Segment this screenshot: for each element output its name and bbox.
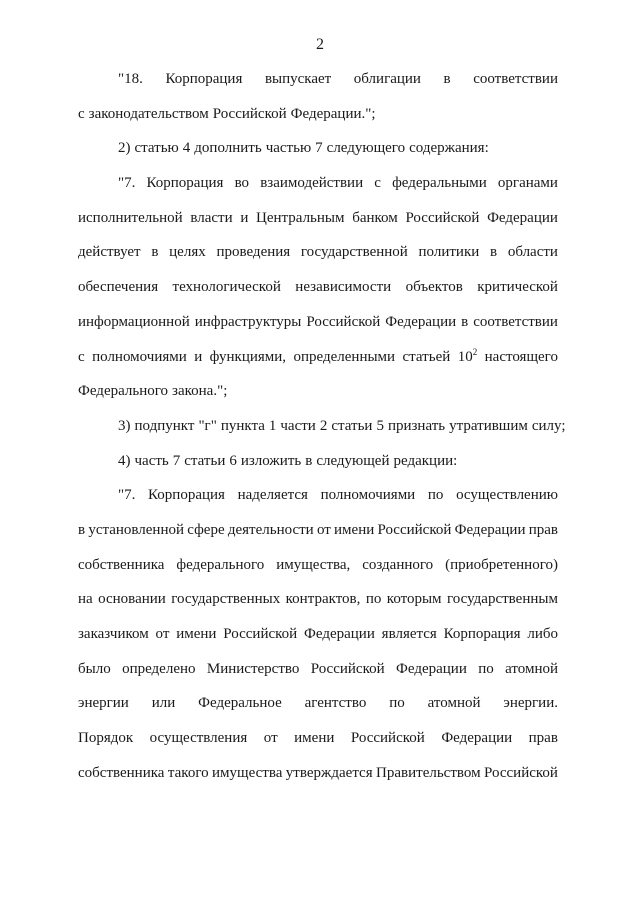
word: часть	[134, 452, 169, 469]
word: основании	[98, 591, 166, 608]
word: агентство	[304, 695, 367, 712]
word: обеспечения	[78, 279, 159, 296]
word: такого	[167, 764, 209, 781]
word: деятельности	[227, 521, 314, 538]
word: подпункт	[134, 417, 195, 434]
word: 4)	[118, 452, 131, 469]
word: или	[151, 695, 176, 712]
word: закона.";	[172, 383, 228, 400]
word: законодательством	[88, 105, 209, 122]
word: настоящего	[484, 348, 558, 365]
word: Федерации.";	[290, 105, 376, 122]
word: Федерации	[385, 313, 457, 330]
word: контрактов,	[285, 591, 361, 608]
word: статью	[134, 140, 179, 157]
word: созданного	[362, 556, 434, 573]
text-line	[78, 70, 558, 105]
word: "г"	[198, 417, 217, 434]
word: государственной	[300, 244, 408, 261]
text-line	[78, 139, 558, 174]
text-line	[78, 764, 558, 799]
text-line	[78, 278, 558, 313]
text-line	[78, 694, 558, 729]
word: и	[240, 209, 249, 226]
word: Российской	[212, 105, 287, 122]
word: в	[305, 452, 313, 469]
text-line	[78, 313, 558, 348]
word: Российской	[310, 660, 385, 677]
word: утверждается	[285, 764, 373, 781]
word: с	[78, 105, 85, 122]
word: области	[507, 244, 558, 261]
word: информационной	[78, 313, 190, 330]
word: Российской	[223, 626, 298, 642]
word: полномочиями	[320, 487, 416, 504]
word: статьи	[331, 417, 373, 434]
word: определенными	[293, 348, 396, 365]
text-line	[78, 590, 558, 625]
word: по	[365, 591, 382, 608]
word: по	[389, 695, 405, 712]
word: утратившим	[449, 417, 528, 434]
word: по	[427, 487, 444, 504]
word: полномочиями	[92, 348, 187, 365]
word: 6	[229, 452, 237, 469]
word: исполнительной	[78, 209, 183, 226]
word: критической	[477, 279, 558, 296]
word: с	[78, 348, 85, 365]
word: силу;	[531, 417, 566, 434]
word: заказчиком	[78, 626, 149, 642]
word: федеральными	[392, 175, 487, 192]
word: государственным	[447, 591, 558, 608]
word: частью	[265, 140, 312, 157]
word: Федерации	[396, 660, 467, 677]
word: Корпорация	[146, 175, 224, 192]
text-line	[78, 452, 558, 487]
word: Федерального	[78, 383, 169, 400]
text-line	[78, 243, 558, 278]
word: государственных	[171, 591, 281, 608]
word: прав	[528, 730, 558, 747]
word: по	[478, 660, 494, 677]
word: 4	[182, 140, 191, 157]
word: Федерации	[487, 209, 558, 226]
text-line	[78, 660, 558, 695]
word: $10^2$	[457, 346, 478, 365]
text-line	[78, 209, 558, 244]
word: в	[461, 313, 469, 330]
word: имени	[294, 730, 335, 747]
word: от	[263, 730, 278, 747]
word: в	[490, 244, 498, 261]
word: имущества,	[276, 556, 351, 573]
word: "7.	[118, 487, 136, 504]
word: органами	[497, 175, 558, 192]
word: федерального	[176, 556, 265, 573]
text-line	[78, 348, 558, 383]
word: облигации	[353, 71, 421, 87]
word: функциями,	[209, 348, 287, 365]
word: которым	[386, 591, 442, 608]
text-line	[78, 521, 558, 556]
word: инфраструктуры	[194, 313, 302, 330]
word: на	[78, 591, 93, 608]
word: 7	[315, 140, 323, 157]
word: имущества	[212, 764, 283, 781]
word: в	[151, 244, 159, 261]
word: признать	[387, 417, 446, 434]
word: власти	[190, 209, 233, 226]
word: следующей	[316, 452, 390, 469]
document-body	[78, 70, 566, 798]
word: либо	[527, 626, 558, 642]
word: 3)	[118, 417, 131, 434]
word: следующего	[326, 140, 406, 157]
word: независимости	[295, 279, 392, 296]
word: и	[194, 348, 203, 365]
word: 2)	[118, 140, 131, 157]
word: части	[280, 417, 316, 434]
word: установленной	[88, 521, 185, 538]
word: 5	[376, 417, 384, 434]
word: Российской	[484, 764, 558, 781]
word: с	[374, 175, 381, 192]
word: Федерации	[454, 521, 526, 538]
page-number: 2	[316, 36, 324, 53]
word: Российской	[306, 313, 381, 330]
word: "7.	[118, 175, 136, 192]
word: Центральным	[256, 209, 345, 226]
word: банком	[352, 209, 398, 226]
word: энергии.	[503, 695, 558, 712]
word: собственника	[78, 764, 165, 781]
word: соответствии	[473, 313, 558, 330]
word: осуществлению	[456, 487, 558, 504]
word: "18.	[118, 71, 143, 87]
word: имени	[176, 626, 217, 642]
word: энергии	[78, 695, 129, 712]
word: от	[155, 626, 170, 642]
word: редакции:	[393, 452, 458, 469]
word: содержания:	[409, 140, 489, 157]
text-line	[78, 382, 558, 417]
text-line	[78, 625, 558, 660]
word: Корпорация	[443, 626, 521, 642]
word: объектов	[405, 279, 463, 296]
word: атомной	[427, 695, 481, 712]
word: 1	[268, 417, 277, 434]
word: целях	[169, 244, 206, 261]
word: осуществления	[149, 730, 248, 747]
word: дополнить	[194, 140, 262, 157]
word: технологической	[172, 279, 281, 296]
word: наделяется	[237, 487, 308, 504]
word: Правительством	[376, 764, 481, 781]
superscript: 2	[472, 346, 478, 357]
word: Порядок	[78, 730, 134, 747]
word: имени	[334, 521, 375, 538]
word: собственника	[78, 556, 165, 573]
word: Министерство	[206, 660, 300, 677]
word: определено	[122, 660, 196, 677]
word: во	[234, 175, 250, 192]
word: сфере	[187, 521, 225, 538]
word: Федерации	[441, 730, 513, 747]
word: прав	[528, 521, 558, 538]
word: соответствии	[473, 71, 558, 87]
word: статьи	[184, 452, 226, 469]
word: Российской	[377, 521, 452, 538]
word: Российской	[405, 209, 480, 226]
word: действует	[78, 244, 141, 261]
word: Корпорация	[165, 71, 243, 87]
word: выпускает	[264, 71, 332, 87]
text-line	[78, 174, 558, 209]
word: было	[78, 660, 111, 677]
word: Федерации	[304, 626, 375, 642]
word: (приобретенного)	[445, 556, 558, 573]
word: 2	[319, 417, 328, 434]
word: в	[78, 521, 86, 538]
word: Российской	[350, 730, 425, 747]
word: проведения	[216, 244, 291, 261]
word: взаимодействии	[260, 175, 364, 192]
text-line	[78, 486, 558, 521]
text-line	[78, 556, 558, 591]
word: Федеральное	[198, 695, 282, 712]
word: изложить	[240, 452, 302, 469]
word: пункта	[220, 417, 265, 434]
word: является	[381, 626, 437, 642]
word: от	[316, 521, 331, 538]
word: атомной	[505, 660, 558, 677]
word: в	[443, 71, 451, 87]
word: Корпорация	[148, 487, 225, 504]
text-line	[78, 417, 566, 452]
word: статьей	[402, 348, 451, 365]
word: политики	[418, 244, 480, 261]
word: 7	[172, 452, 181, 469]
text-line	[78, 105, 558, 140]
text-line	[78, 729, 558, 764]
